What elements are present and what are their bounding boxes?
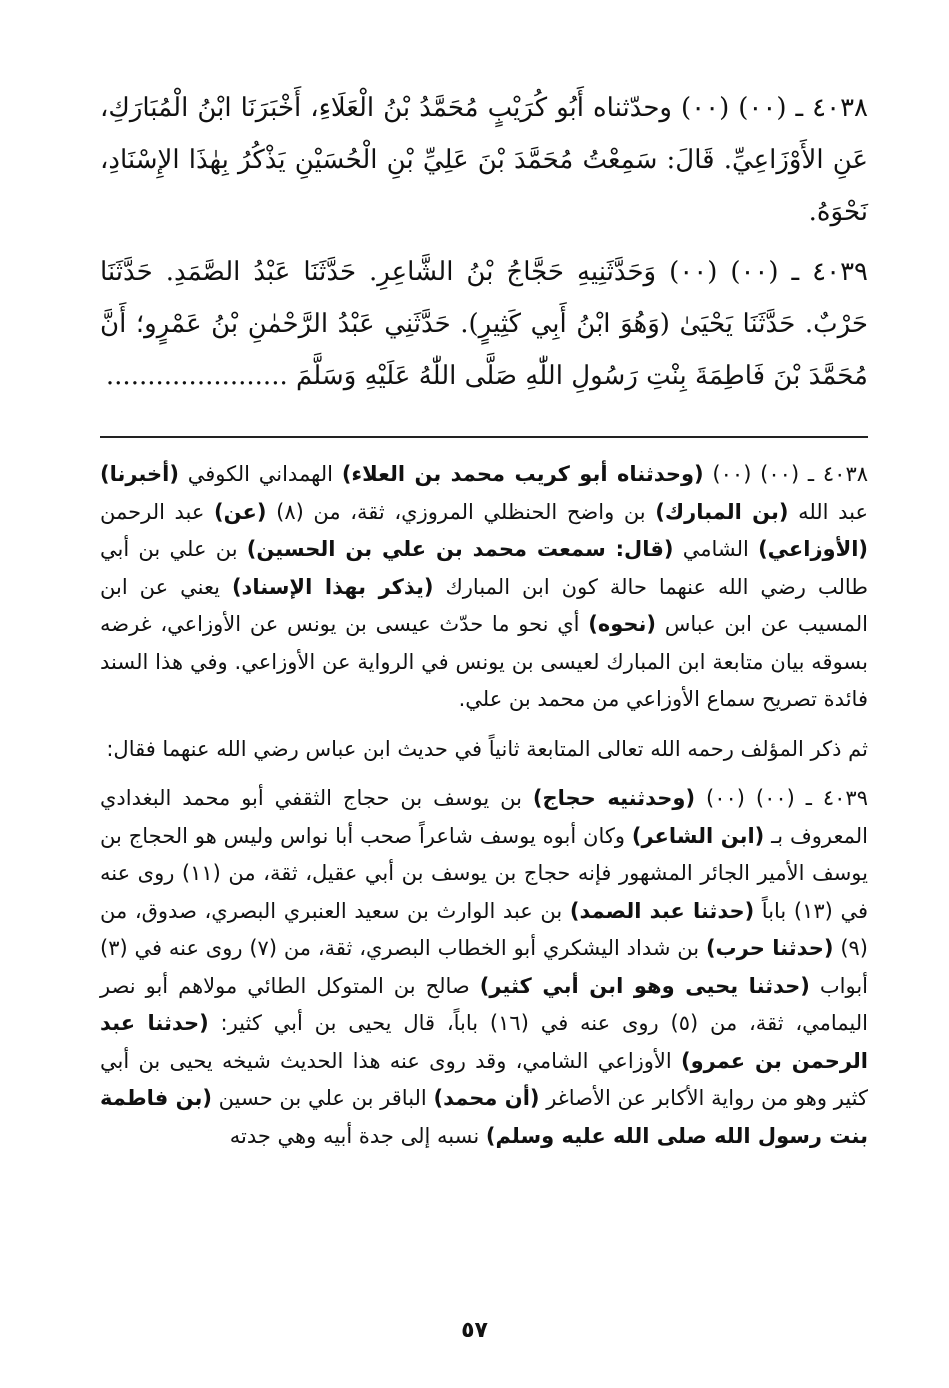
hadith-section	[100, 82, 868, 402]
commentary-text: عبد الله	[788, 499, 869, 524]
book-page	[100, 82, 868, 1167]
page-number: ٥٧	[461, 1318, 488, 1343]
commentary-text: بن واضح الحنظلي المروزي، ثقة، من (٨)	[266, 499, 656, 524]
quoted-chain: (وحدثنيه حجاج)	[532, 786, 696, 810]
commentary-4039	[100, 780, 868, 1155]
quoted-chain: (الأوزاعي)	[758, 537, 869, 561]
quoted-chain: (وحدثناه أبو كريب محمد بن العلاء)	[341, 462, 704, 486]
transition-text: ثم ذكر المؤلف رحمه الله تعالى المتابعة ثانياً في حديث ابن عباس رضي الله عنهما فقال:	[106, 736, 868, 761]
hadith-4038-text: ٤٠٣٨ ـ (٠٠) (٠٠) وحدّثناه أَبُو كُرَيْبٍ مُحَمَّدُ بْنُ الْعَلَاءِ، أَخْبَرَنَا ابْنُ الْمُبَارَكِ، عَنِ الأَوْزَاعِيِّ. قَالَ: سَمِعْتُ مُحَمَّدَ بْنَ عَلِيِّ بْنِ الْحُسَيْنِ يَذْكُرُ بِهٰذَا الإِسْنَادِ، نَحْوَهُ.	[100, 93, 869, 227]
continuation-dots: ......................	[105, 361, 288, 391]
commentary-text: بن علي بن أبي طالب رضي الله عنهما حالة كون ابن المبارك	[100, 537, 868, 599]
quoted-chain: (حدثنا يحيى وهو ابن أبي كثير)	[479, 973, 810, 998]
quoted-chain: (حدثنا عبد الرحمن بن عمرو)	[100, 1011, 868, 1073]
commentary-text: صالح بن المتوكل الطائي مولاهم أبو نصر اليمامي، ثقة، من (٥) روى عنه في (١٦) باباً، قال يحيى بن أبي كثير:	[100, 973, 868, 1035]
commentary-text: يعني عن ابن المسيب عن ابن عباس	[100, 574, 868, 636]
quoted-chain: (حدثنا عبد الصمد)	[569, 898, 755, 923]
commentary-4038	[100, 456, 868, 719]
commentary-section	[100, 456, 868, 1155]
quoted-chain: (عن)	[214, 499, 267, 524]
commentary-text: بن يوسف بن حجاج الثقفي أبو محمد البغدادي المعروف بـ	[100, 786, 868, 848]
quoted-chain: (نحوه)	[588, 612, 656, 636]
commentary-text: عبد الرحمن	[100, 499, 215, 524]
commentary-text: أي نحو ما حدّث عيسى بن يونس عن الأوزاعي، غرضه بسوقه بيان متابعة ابن المبارك لعيسى بن يونس في الرواية عن الأوزاعي. وفي هذا السند فائدة تصريح سماع الأوزاعي من محمد بن علي.	[100, 612, 868, 711]
quoted-chain: (يذكر بهذا الإسناد)	[231, 574, 434, 599]
commentary-text: ٤٠٣٩ ـ (٠٠) (٠٠)	[695, 786, 868, 810]
commentary-text: نسبه إلى جدة أبيه وهي جدته	[229, 1123, 486, 1148]
commentary-transition	[100, 731, 868, 769]
hadith-4039-text: ٤٠٣٩ ـ (٠٠) (٠٠) وَحَدَّثَنِيهِ حَجَّاجُ بْنُ الشَّاعِرِ. حَدَّثَنَا عَبْدُ الصَّمَدِ. حَدَّثَنَا حَرْبٌ. حَدَّثَنَا يَحْيَىٰ (وَهُوَ ابْنُ أَبِي كَثِيرٍ). حَدَّثَنِي عَبْدُ الرَّحْمٰنِ بْنُ عَمْرٍو؛ أَنَّ مُحَمَّدَ بْنَ فَاطِمَةَ بِنْتِ رَسُولِ اللّٰهِ صَلَّى اللّٰهُ عَلَيْهِ وَسَلَّمَ	[100, 257, 868, 391]
quoted-chain: (بن فاطمة بنت رسول الله صلى الله عليه وسلم)	[100, 1086, 868, 1148]
commentary-text: الأوزاعي الشامي، وقد روى عنه هذا الحديث شيخه يحيى بن أبي كثير وهو من رواية الأكابر عن الأصاغر	[100, 1048, 868, 1110]
quoted-chain: (أخبرنا)	[100, 462, 179, 486]
quoted-chain: (قال: سمعت محمد بن علي بن الحسين)	[246, 537, 674, 561]
hadith-4039	[100, 246, 868, 402]
quoted-chain: (بن المبارك)	[655, 499, 789, 524]
section-divider	[100, 436, 868, 438]
commentary-text: ٤٠٣٨ ـ (٠٠) (٠٠)	[703, 462, 869, 486]
commentary-text: وكان أبوه يوسف شاعراً صحب أبا نواس وليس هو الحجاج بن يوسف الأمير الجائر المشهور فإنه حجاج بن يوسف بن أبي عقيل، ثقة، من (١١) روى عنه في (١٣) باباً	[100, 823, 868, 923]
commentary-text: بن عبد الوارث بن سعيد العنبري البصري، صدوق، من (٩)	[100, 898, 868, 960]
commentary-text: بن شداد اليشكري أبو الخطاب البصري، ثقة، من (٧) روى عنه في (٣) أبواب	[100, 936, 869, 998]
commentary-text: الهمداني الكوفي	[178, 462, 342, 486]
hadith-4038	[100, 82, 868, 238]
quoted-chain: (ابن الشاعر)	[631, 823, 765, 848]
quoted-chain: (أن محمد)	[433, 1086, 540, 1110]
quoted-chain: (حدثنا حرب)	[705, 936, 834, 960]
commentary-text: الشامي	[673, 537, 759, 561]
commentary-text: الباقر بن علي بن حسين	[211, 1086, 434, 1110]
